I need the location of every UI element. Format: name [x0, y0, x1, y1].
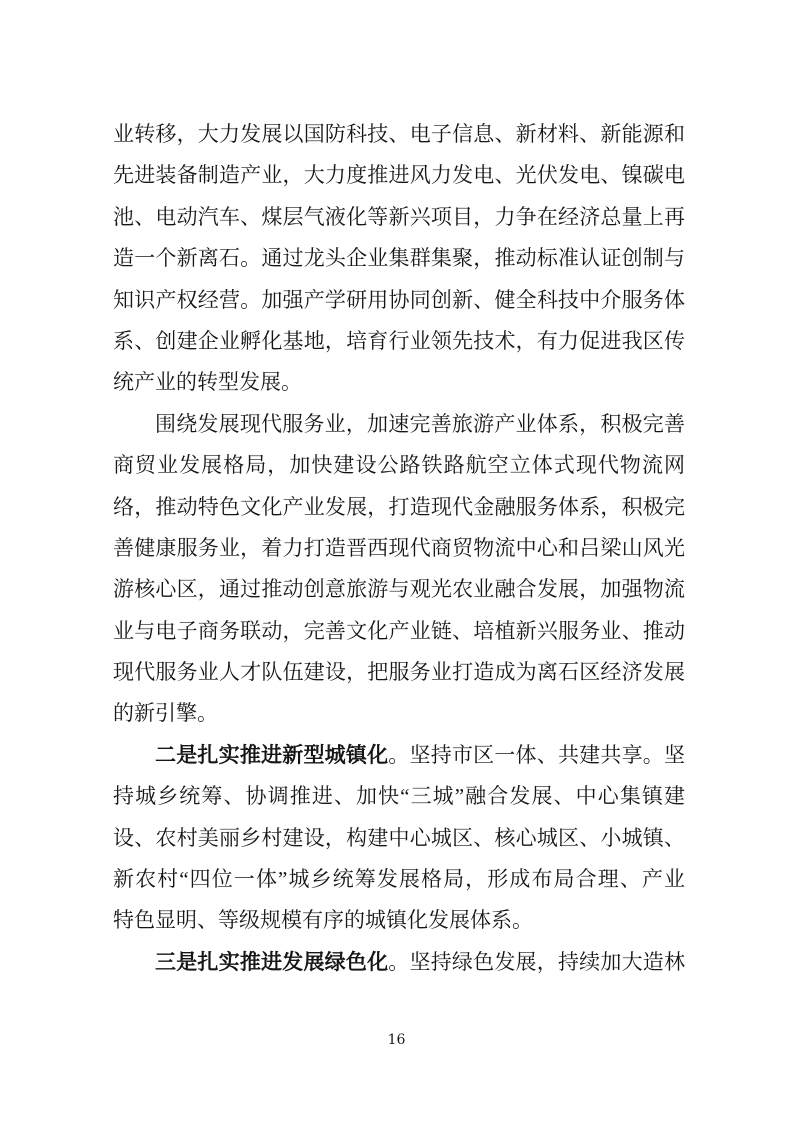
text-line	[113, 404, 685, 445]
text-run: 商贸业发展格局，加快建设公路铁路航空立体式现代物流网	[113, 453, 685, 478]
bold-heading-run: 三是扎实推进发展绿色化	[155, 949, 389, 974]
text-run: 善健康服务业，着力打造晋西现代商贸物流中心和吕梁山风光	[113, 535, 685, 560]
text-run: 。坚持绿色发展，持续加大造林	[388, 949, 685, 974]
text-run: 系、创建企业孵化基地，培育行业领先技术，有力促进我区传	[113, 328, 685, 353]
text-line	[113, 155, 685, 196]
text-line	[113, 569, 685, 610]
document-body	[113, 114, 685, 983]
text-line	[113, 735, 685, 776]
paragraph	[113, 735, 685, 942]
page-number: 16	[387, 1032, 406, 1048]
text-line	[113, 652, 685, 693]
text-line	[113, 362, 685, 403]
text-run: 设、农村美丽乡村建设，构建中心城区、核心城区、小城镇、	[113, 825, 685, 850]
text-line	[113, 487, 685, 528]
text-run: 的新引擎。	[113, 701, 218, 726]
text-run: 造一个新离石。通过龙头企业集群集聚，推动标准认证创制与	[113, 246, 685, 271]
text-line	[113, 528, 685, 569]
text-run: 先进装备制造产业，大力度推进风力发电、光伏发电、镍碳电	[113, 163, 685, 188]
paragraph	[113, 114, 685, 404]
text-run: 业转移，大力发展以国防科技、电子信息、新材料、新能源和	[113, 122, 685, 146]
text-line	[113, 114, 685, 155]
paragraph	[113, 942, 685, 983]
text-line	[113, 611, 685, 652]
text-run: 知识产权经营。加强产学研用协同创新、健全科技中介服务体	[113, 287, 685, 312]
text-run: 围绕发展现代服务业，加速完善旅游产业体系，积极完善	[155, 411, 685, 436]
text-run: 现代服务业人才队伍建设，把服务业打造成为离石区经济发展	[113, 660, 685, 685]
text-run: 游核心区，通过推动创意旅游与观光农业融合发展，加强物流	[113, 577, 685, 602]
text-run: 。坚持市区一体、共建共享。坚	[388, 742, 685, 767]
text-run: 池、电动汽车、煤层气液化等新兴项目，力争在经济总量上再	[113, 204, 685, 229]
text-line	[113, 693, 685, 734]
text-run: 统产业的转型发展。	[113, 370, 302, 395]
paragraph	[113, 404, 685, 735]
text-line	[113, 238, 685, 279]
text-line	[113, 859, 685, 900]
text-line	[113, 818, 685, 859]
text-line	[113, 197, 685, 238]
text-run: 持城乡统筹、协调推进、加快“三城”融合发展、中心集镇建	[113, 784, 685, 809]
text-run: 特色显明、等级规模有序的城镇化发展体系。	[113, 908, 533, 933]
text-run: 业与电子商务联动，完善文化产业链、培植新兴服务业、推动	[113, 618, 685, 643]
bold-heading-run: 二是扎实推进新型城镇化	[155, 742, 389, 767]
text-line	[113, 900, 685, 941]
text-line	[113, 280, 685, 321]
page-footer	[0, 1031, 793, 1049]
text-line	[113, 321, 685, 362]
text-line	[113, 776, 685, 817]
text-line	[113, 942, 685, 983]
text-line	[113, 445, 685, 486]
text-run: 络，推动特色文化产业发展，打造现代金融服务体系，积极完	[113, 494, 685, 519]
text-run: 新农村“四位一体”城乡统筹发展格局，形成布局合理、产业	[113, 867, 685, 892]
